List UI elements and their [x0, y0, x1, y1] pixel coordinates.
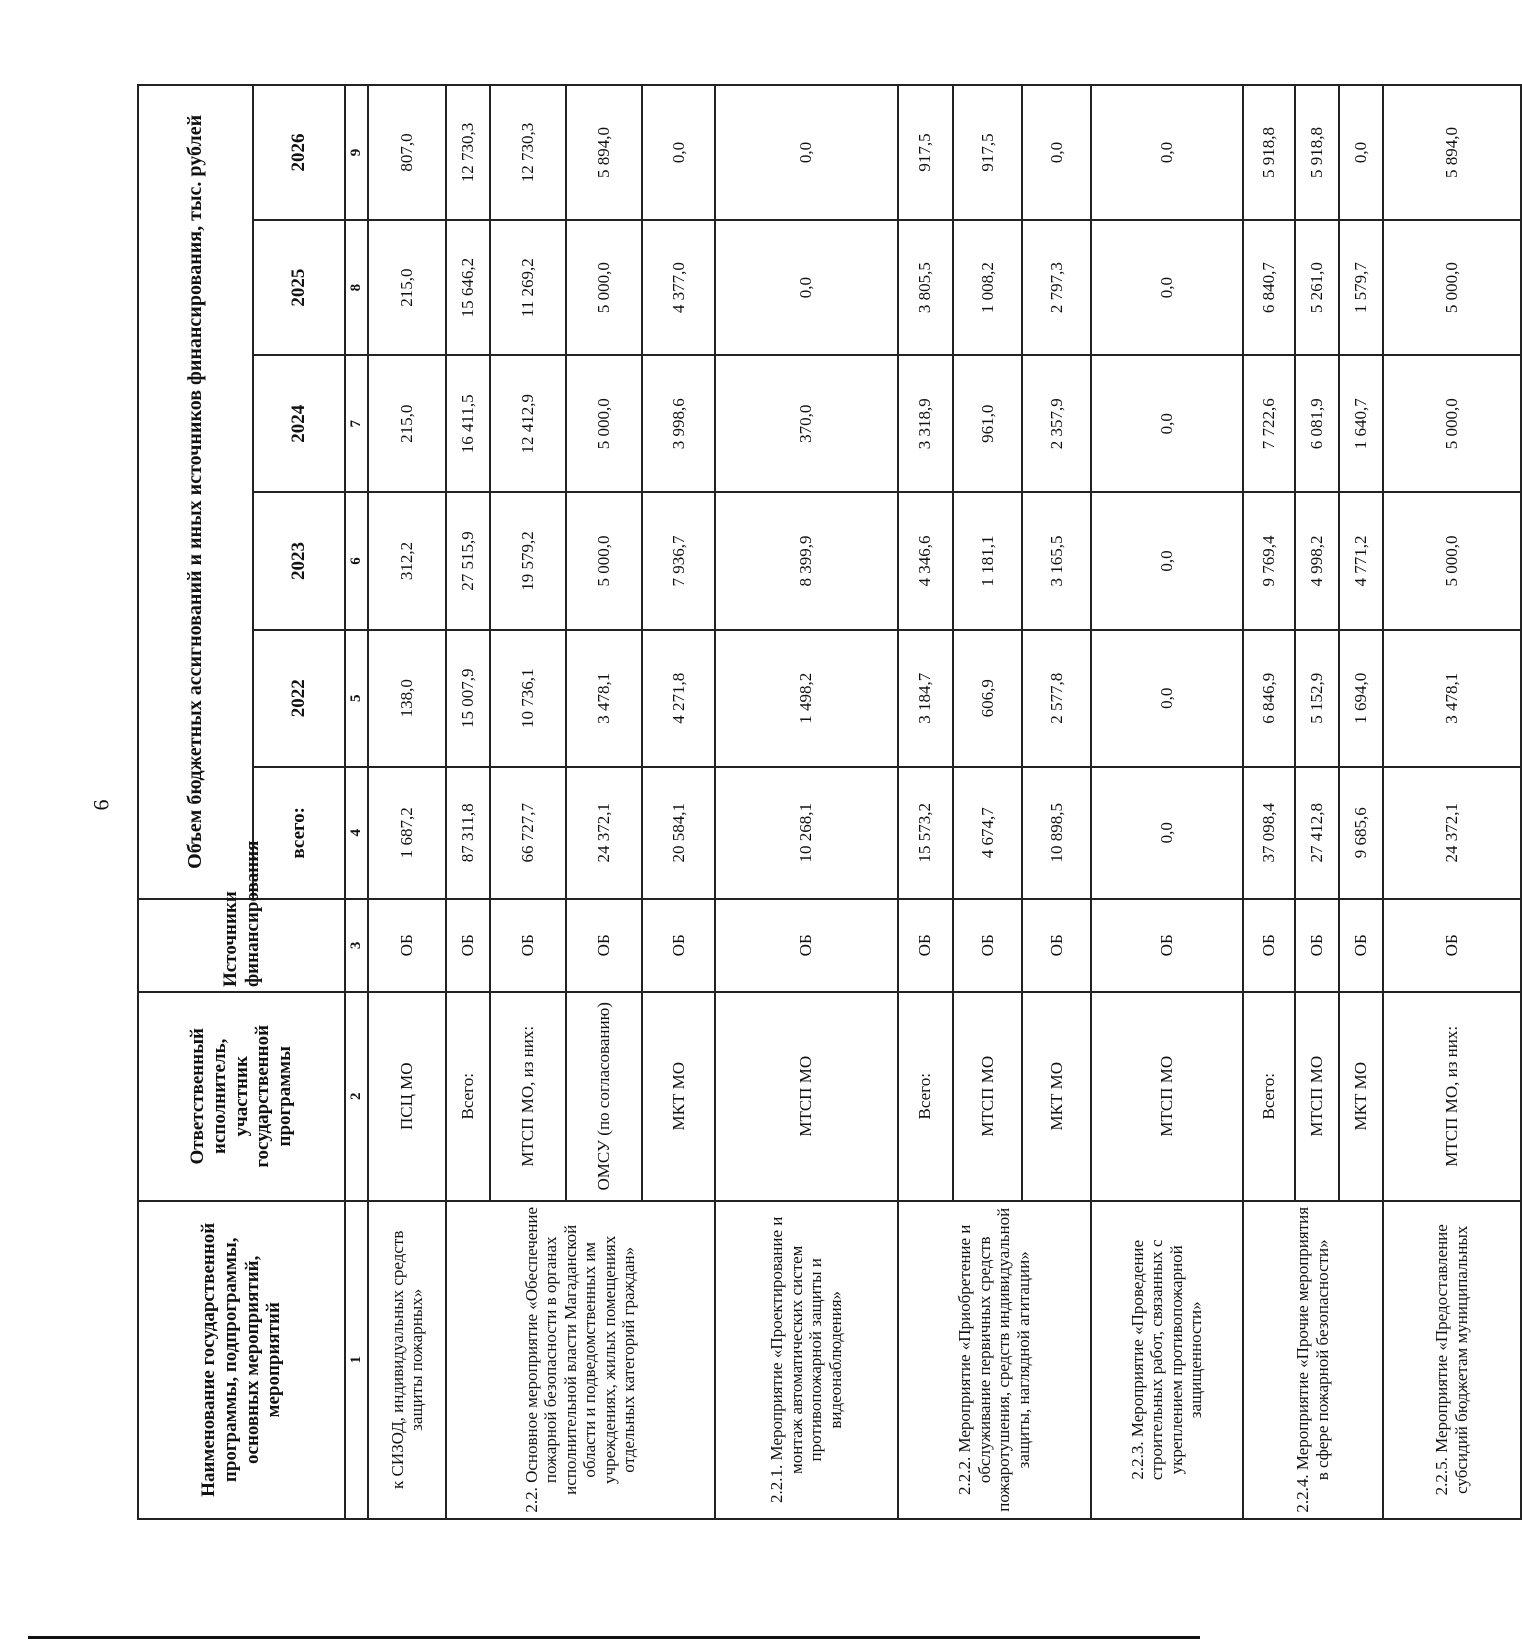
source-cell: ОБ — [368, 899, 446, 992]
source-cell: ОБ — [490, 899, 566, 992]
total-cell: 37 098,4 — [1243, 767, 1295, 899]
total-cell: 10 268,1 — [715, 767, 898, 899]
value-2025-cell: 5 261,0 — [1295, 220, 1339, 355]
value-2023-cell: 4 346,6 — [898, 492, 953, 629]
total-cell: 4 674,7 — [953, 767, 1022, 899]
executor-cell: МТСП МО — [715, 992, 898, 1201]
value-2022-cell: 606,9 — [953, 630, 1022, 767]
source-cell: ОБ — [1091, 899, 1243, 992]
executor-cell: Всего: — [446, 992, 490, 1201]
value-2023-cell: 19 579,2 — [490, 492, 566, 629]
column-number: 2 — [345, 992, 368, 1201]
value-2024-cell: 6 081,9 — [1295, 355, 1339, 492]
value-2024-cell: 7 722,6 — [1243, 355, 1295, 492]
value-2024-cell: 3 318,9 — [898, 355, 953, 492]
value-2026-cell: 12 730,3 — [446, 85, 490, 220]
value-2024-cell: 0,0 — [1091, 355, 1243, 492]
total-cell: 1 687,2 — [368, 767, 446, 899]
value-2026-cell: 0,0 — [1091, 85, 1243, 220]
executor-cell: Всего: — [898, 992, 953, 1201]
source-cell: ОБ — [1383, 899, 1521, 992]
executor-cell: ПСЦ МО — [368, 992, 446, 1201]
header-source: Источники финансирования — [138, 899, 345, 992]
value-2024-cell: 3 998,6 — [642, 355, 715, 492]
budget-table — [137, 84, 1522, 1520]
executor-cell: Всего: — [1243, 992, 1295, 1201]
value-2026-cell: 0,0 — [715, 85, 898, 220]
value-2022-cell: 5 152,9 — [1295, 630, 1339, 767]
source-cell: ОБ — [715, 899, 898, 992]
value-2022-cell: 10 736,1 — [490, 630, 566, 767]
measure-name-cell: 2.2.4. Мероприятие «Прочие мероприятия в сфере пожарной безопасности» — [1243, 1201, 1383, 1519]
value-2025-cell: 15 646,2 — [446, 220, 490, 355]
header-2022: 2022 — [253, 630, 345, 767]
value-2025-cell: 5 000,0 — [566, 220, 642, 355]
total-cell: 9 685,6 — [1339, 767, 1383, 899]
total-cell: 24 372,1 — [566, 767, 642, 899]
value-2023-cell: 8 399,9 — [715, 492, 898, 629]
value-2022-cell: 3 478,1 — [1383, 630, 1521, 767]
value-2025-cell: 2 797,3 — [1022, 220, 1091, 355]
executor-cell: МТСП МО — [1091, 992, 1243, 1201]
column-number: 4 — [345, 767, 368, 899]
executor-cell: ОМСУ (по согласованию) — [566, 992, 642, 1201]
total-cell: 66 727,7 — [490, 767, 566, 899]
table-row — [368, 85, 446, 1519]
column-number: 3 — [345, 899, 368, 992]
executor-cell: МКТ МО — [642, 992, 715, 1201]
column-number-row — [345, 85, 368, 1519]
value-2022-cell: 1 498,2 — [715, 630, 898, 767]
value-2023-cell: 7 936,7 — [642, 492, 715, 629]
total-cell: 20 584,1 — [642, 767, 715, 899]
value-2022-cell: 6 846,9 — [1243, 630, 1295, 767]
value-2025-cell: 0,0 — [715, 220, 898, 355]
source-cell: ОБ — [1339, 899, 1383, 992]
value-2024-cell: 5 000,0 — [1383, 355, 1521, 492]
value-2024-cell: 961,0 — [953, 355, 1022, 492]
column-number: 7 — [345, 355, 368, 492]
source-cell: ОБ — [566, 899, 642, 992]
value-2023-cell: 0,0 — [1091, 492, 1243, 629]
value-2022-cell: 0,0 — [1091, 630, 1243, 767]
total-cell: 15 573,2 — [898, 767, 953, 899]
value-2023-cell: 312,2 — [368, 492, 446, 629]
value-2024-cell: 5 000,0 — [566, 355, 642, 492]
value-2025-cell: 1 579,7 — [1339, 220, 1383, 355]
table-row — [1091, 85, 1243, 1519]
header-total: всего: — [253, 767, 345, 899]
source-cell: ОБ — [642, 899, 715, 992]
total-cell: 27 412,8 — [1295, 767, 1339, 899]
column-number: 8 — [345, 220, 368, 355]
value-2023-cell: 9 769,4 — [1243, 492, 1295, 629]
total-cell: 87 311,8 — [446, 767, 490, 899]
value-2024-cell: 1 640,7 — [1339, 355, 1383, 492]
bottom-rule — [28, 1636, 1200, 1639]
value-2023-cell: 3 165,5 — [1022, 492, 1091, 629]
column-number: 9 — [345, 85, 368, 220]
header-name: Наименование государственной программы, подпрограммы, основных мероприятий, мероприятий — [138, 1201, 345, 1519]
value-2026-cell: 0,0 — [1339, 85, 1383, 220]
table-row — [1243, 85, 1295, 1519]
value-2025-cell: 215,0 — [368, 220, 446, 355]
measure-name-cell: 2.2. Основное мероприятие «Обеспечение пожарной безопасности в органах исполнительной власти Магаданской области и подведомственных им учреждениях, жилых помещениях отдельных категорий граждан» — [446, 1201, 715, 1519]
table-row — [446, 85, 490, 1519]
total-cell: 24 372,1 — [1383, 767, 1521, 899]
source-cell: ОБ — [446, 899, 490, 992]
executor-cell: МКТ МО — [1022, 992, 1091, 1201]
value-2025-cell: 4 377,0 — [642, 220, 715, 355]
column-number: 5 — [345, 630, 368, 767]
measure-name-cell: 2.2.2. Мероприятие «Приобретение и обслуживание первичных средств пожаротушения, средств индивидуальной защиты, наглядной агитации» — [898, 1201, 1091, 1519]
value-2026-cell: 5 894,0 — [566, 85, 642, 220]
total-cell: 10 898,5 — [1022, 767, 1091, 899]
value-2024-cell: 370,0 — [715, 355, 898, 492]
total-cell: 0,0 — [1091, 767, 1243, 899]
executor-cell: МКТ МО — [1339, 992, 1383, 1201]
value-2026-cell: 917,5 — [898, 85, 953, 220]
value-2022-cell: 2 577,8 — [1022, 630, 1091, 767]
header-volume: Объем бюджетных ассигнований и иных источников финансирования, тыс. рублей — [138, 85, 253, 899]
value-2022-cell: 15 007,9 — [446, 630, 490, 767]
budget-table-wrapper — [137, 84, 1522, 1520]
header-2024: 2024 — [253, 355, 345, 492]
value-2023-cell: 4 998,2 — [1295, 492, 1339, 629]
value-2023-cell: 1 181,1 — [953, 492, 1022, 629]
value-2026-cell: 917,5 — [953, 85, 1022, 220]
value-2022-cell: 3 184,7 — [898, 630, 953, 767]
value-2026-cell: 0,0 — [1022, 85, 1091, 220]
value-2024-cell: 215,0 — [368, 355, 446, 492]
value-2024-cell: 2 357,9 — [1022, 355, 1091, 492]
value-2025-cell: 0,0 — [1091, 220, 1243, 355]
value-2025-cell: 6 840,7 — [1243, 220, 1295, 355]
value-2025-cell: 11 269,2 — [490, 220, 566, 355]
value-2025-cell: 3 805,5 — [898, 220, 953, 355]
value-2025-cell: 1 008,2 — [953, 220, 1022, 355]
value-2023-cell: 5 000,0 — [1383, 492, 1521, 629]
measure-name-cell: 2.2.1. Мероприятие «Проектирование и монтаж автоматических систем противопожарной защиты и видеонаблюдения» — [715, 1201, 898, 1519]
measure-name-cell: 2.2.5. Мероприятие «Предоставление субсидий бюджетам муниципальных — [1383, 1201, 1521, 1519]
executor-cell: МТСП МО, из них: — [1383, 992, 1521, 1201]
table-row — [1383, 85, 1521, 1519]
value-2024-cell: 16 411,5 — [446, 355, 490, 492]
source-cell: ОБ — [1295, 899, 1339, 992]
column-number: 1 — [345, 1201, 368, 1519]
value-2026-cell: 807,0 — [368, 85, 446, 220]
page-number: 6 — [88, 799, 114, 811]
column-number: 6 — [345, 492, 368, 629]
value-2026-cell: 5 918,8 — [1243, 85, 1295, 220]
value-2026-cell: 12 730,3 — [490, 85, 566, 220]
source-cell: ОБ — [953, 899, 1022, 992]
value-2022-cell: 1 694,0 — [1339, 630, 1383, 767]
value-2026-cell: 0,0 — [642, 85, 715, 220]
measure-name-cell: к СИЗОД, индивидуальных средств защиты пожарных» — [368, 1201, 446, 1519]
header-2025: 2025 — [253, 220, 345, 355]
value-2023-cell: 4 771,2 — [1339, 492, 1383, 629]
value-2022-cell: 4 271,8 — [642, 630, 715, 767]
header-executor: Ответственный исполнитель, участник государственной программы — [138, 992, 345, 1201]
value-2026-cell: 5 894,0 — [1383, 85, 1521, 220]
measure-name-cell: 2.2.3. Мероприятие «Проведение строительных работ, связанных с укреплением противопожарной защищенности» — [1091, 1201, 1243, 1519]
source-cell: ОБ — [898, 899, 953, 992]
table-row — [898, 85, 953, 1519]
executor-cell: МТСП МО, из них: — [490, 992, 566, 1201]
executor-cell: МТСП МО — [953, 992, 1022, 1201]
value-2024-cell: 12 412,9 — [490, 355, 566, 492]
value-2026-cell: 5 918,8 — [1295, 85, 1339, 220]
table-row — [715, 85, 898, 1519]
value-2022-cell: 3 478,1 — [566, 630, 642, 767]
value-2023-cell: 27 515,9 — [446, 492, 490, 629]
header-2026: 2026 — [253, 85, 345, 220]
value-2023-cell: 5 000,0 — [566, 492, 642, 629]
value-2022-cell: 138,0 — [368, 630, 446, 767]
source-cell: ОБ — [1243, 899, 1295, 992]
value-2025-cell: 5 000,0 — [1383, 220, 1521, 355]
header-2023: 2023 — [253, 492, 345, 629]
source-cell: ОБ — [1022, 899, 1091, 992]
executor-cell: МТСП МО — [1295, 992, 1339, 1201]
